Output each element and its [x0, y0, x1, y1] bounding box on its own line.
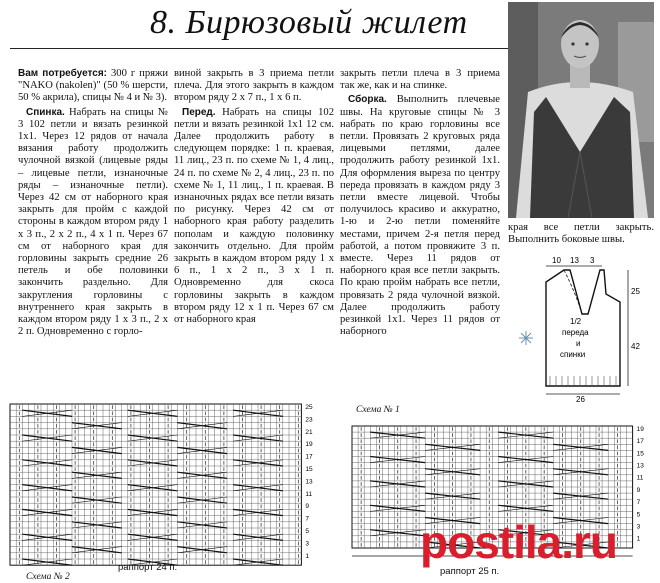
row-number: 5: [636, 511, 641, 519]
front-text: Набрать на спицы 102 петли и вязать резинкой 1х1 12 см. Далее продолжить работу в следующем порядке: 1 п. краевая, 11 лиц., 23 п. по схеме № 1, 4 лиц., 24 п. по схеме № 2, 4 лиц., 23 п. по схеме № 1, 11 лиц., 1 п. краевая. В изнаночных рядах все петли вязать по рисунку. Через 42 см от наборного края работу разделить пополам и каждую половинку закончить отдельно. Для пройм закрыть в каждом втором ряду 1 х 6 п., 1 х 2 п., 3 х 1 п. Одновременно для скоса горловины закрыть в каждом втором ряду 12 х 1 п. Через 67 см от наборного края: [174, 106, 334, 326]
dim-right-1: 25: [631, 287, 640, 296]
row-number: 3: [636, 523, 641, 531]
column-3: [340, 68, 500, 340]
schematic-label-3: и: [576, 339, 581, 348]
chart2-rapport: раппорт 24 п.: [118, 562, 178, 573]
dim-right-2: 42: [631, 342, 640, 351]
back-paragraph: [18, 107, 168, 339]
chart1-rapport: раппорт 25 п.: [440, 566, 500, 577]
back-text: Набрать на спицы № 3 102 петли и вязать резинкой 1х1. Через 12 рядов от начала вязания работу продолжить чулочной вязкой (лицевые ряды – лицевые петли, изнаночные ряды – изнаночные петли). Через 42 см от наборного края закрыть для пройм с каждой стороны в каждом втором ряду 1 х 3 п., 2 х 2 п., 4 х 1 п. Через 67 см от наборного края для горловины закрыть средние 26 петель и обе половинки закончить раздельно. Для закругления горловины с внутреннего края закрыть в каждом втором ряду 1 х 3 п., 2 х 2 п. Одновременно с горло-: [18, 106, 168, 338]
row-number: 15: [305, 465, 313, 473]
chart2-label: Схема № 2: [26, 572, 70, 582]
assembly-text: Выполнить плечевые швы. На круговые спицы № 3 набрать по краю горловины все петли. Провязать 2 круговых ряда лицевыми петлями, далее продолжить работу резинкой 1х1. Для оформления выреза по центру переда провязать в каждом ряду 3 петли вместе лицевой. Чтобы получилось красиво и аккуратно, 1-ю и 2-ю петли поменяйте местами, причем 2-я петля перед работой, а потом провяжите 3 п. вместе. Через 11 рядов от наборного края все петли закрыть. По краю пройм набрать все петли, провязать 2 ряда чулочной вязкой. Далее продолжить работу резинкой 1х1. Через 11 рядов от наборного: [340, 94, 500, 338]
row-number: 11: [305, 490, 313, 498]
schematic-label-1: 1/2: [570, 317, 582, 326]
row-number: 17: [636, 438, 644, 446]
row-number: 13: [636, 462, 644, 470]
dim-top-left: 10: [552, 256, 561, 265]
row-number: 5: [305, 527, 310, 535]
row-number: 23: [305, 416, 313, 424]
materials-text: 300 г пряжи "NAKO (nakolen)" (50 % шерсти, 50 % акрила), спицы № 4 и № 3).: [18, 68, 168, 104]
row-number: 19: [305, 441, 313, 449]
front-label: Перед.: [182, 106, 216, 118]
dim-top-right: 3: [590, 256, 595, 265]
row-number: 9: [305, 503, 310, 511]
page-title: 8. Бирюзовый жилет: [150, 4, 468, 41]
title-rule: [10, 48, 510, 49]
column-2: [174, 68, 334, 328]
row-number: 7: [636, 499, 641, 507]
watermark-logo: postila.ru: [420, 516, 618, 568]
dim-bottom: 26: [576, 395, 585, 404]
schematic-drawing: [510, 254, 656, 404]
front-paragraph: [174, 107, 334, 327]
row-number: 7: [305, 515, 310, 523]
knitting-chart-2: [8, 402, 326, 572]
chart1-label: Схема № 1: [356, 405, 400, 415]
model-photo-drawing: [508, 2, 654, 218]
caption-text: края все петли закрыть. Выполнить боковые швы.: [508, 222, 654, 246]
assembly-paragraph: [340, 94, 500, 338]
chart-grid: [10, 404, 301, 565]
row-number: 1: [636, 535, 641, 543]
row-number: 19: [636, 425, 644, 433]
snowflake-icon: [519, 331, 533, 345]
row-number: 15: [636, 450, 644, 458]
row-number: 11: [636, 474, 644, 482]
dim-top-mid: 13: [570, 256, 579, 265]
materials-paragraph: [18, 68, 168, 105]
row-number: 13: [305, 478, 313, 486]
col3-continuation: закрыть петли плеча в 3 приема так же, как и на спинке.: [340, 68, 500, 92]
materials-label: Вам потребуется:: [18, 68, 108, 79]
row-number: 9: [636, 486, 641, 494]
row-number: 3: [305, 540, 310, 548]
row-number: 21: [305, 428, 313, 436]
row-number: 25: [305, 403, 313, 411]
col2-continuation: виной закрыть в 3 приема петли плеча. Для этого закрыть в каждом втором ряду 2 х 7 п., 1 х 6 п.: [174, 68, 334, 104]
schematic-label-2: переда: [562, 328, 589, 337]
back-label: Спинка.: [26, 106, 65, 118]
assembly-label: Сборка.: [348, 94, 387, 106]
row-number: 1: [305, 552, 310, 560]
row-number: 17: [305, 453, 313, 461]
column-1: [18, 68, 168, 340]
schematic-label-4: спинки: [560, 350, 586, 359]
garment-schematic: [510, 254, 656, 404]
model-photo: [508, 2, 654, 218]
